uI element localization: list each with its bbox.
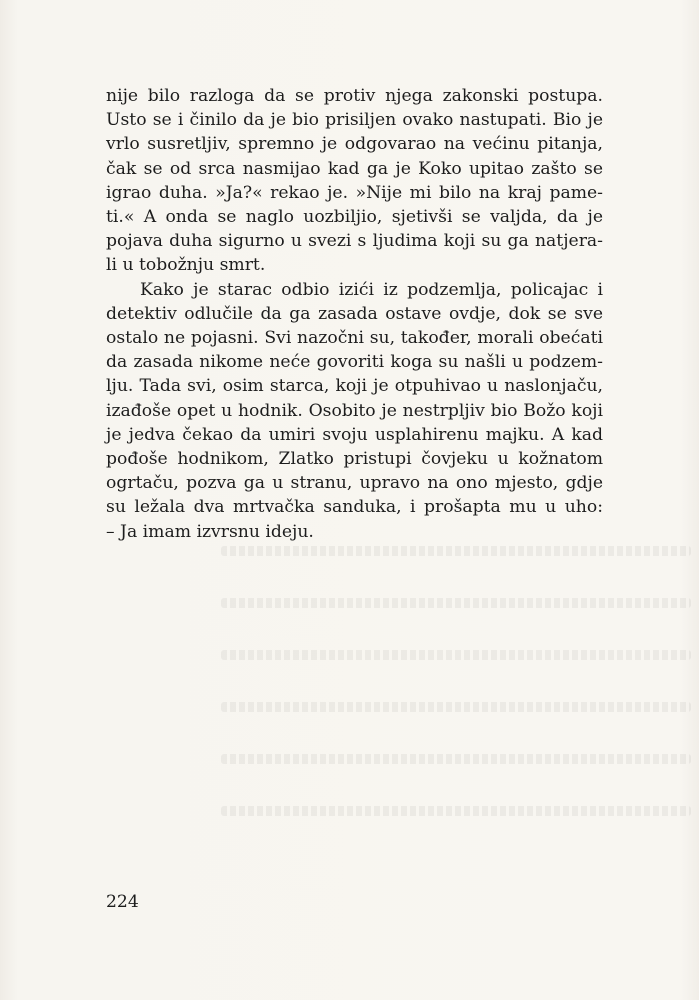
- body-text: [106, 84, 603, 544]
- bleed-through: [221, 702, 691, 712]
- text-line: igrao duha. »Ja?« rekao je. »Nije mi bilo na kraj pame-: [106, 182, 603, 203]
- text-line: su ležala dva mrtvačka sanduka, i prošapta mu u uho:: [106, 497, 603, 518]
- text-line: Usto se i činilo da je bio prisiljen ovako nastupati. Bio je: [106, 110, 603, 131]
- text-line: je jedva čekao da umiri svoju usplahirenu majku. A kad: [106, 424, 603, 445]
- text-line: detektiv odlučile da ga zasada ostave ovdje, dok se sve: [106, 303, 603, 324]
- text-line: li u tobožnju smrt.: [106, 255, 266, 276]
- text-line: ostalo ne pojasni. Svi nazočni su, također, morali obećati: [106, 328, 603, 349]
- text-line: čak se od srca nasmijao kad ga je Koko upitao zašto se: [106, 158, 603, 179]
- bleed-through: [221, 546, 691, 556]
- text-line: Kako je starac odbio izići iz podzemlja, policajac i: [140, 279, 603, 300]
- text-line: izađoše opet u hodnik. Osobito je nestrpljiv bio Božo koji: [106, 400, 603, 421]
- bleed-through: [221, 598, 691, 608]
- text-line: nije bilo razloga da se protiv njega zakonski postupa.: [106, 86, 603, 106]
- bleed-through: [221, 650, 691, 660]
- text-line: pojava duha sigurno u svezi s ljudima koji su ga natjera-: [106, 231, 603, 252]
- paragraph-1: [106, 84, 603, 278]
- page-number: 224: [106, 892, 139, 912]
- paragraph-2: [106, 278, 603, 544]
- bleed-through: [221, 754, 691, 764]
- text-line: da zasada nikome neće govoriti koga su našli u podzem-: [106, 352, 603, 373]
- text-line: lju. Tada svi, osim starca, koji je otpuhivao u naslonjaču,: [106, 376, 603, 397]
- text-line: – Ja imam izvrsnu ideju.: [106, 521, 314, 542]
- bleed-through: [221, 806, 691, 816]
- text-line: ti.« A onda se naglo uozbiljio, sjetivši se valjda, da je: [106, 207, 603, 228]
- text-line: ogrtaču, pozva ga u stranu, upravo na ono mjesto, gdje: [106, 473, 603, 494]
- text-line: vrlo susretljiv, spremno je odgovarao na većinu pitanja,: [106, 134, 603, 155]
- text-line: pođoše hodnikom, Zlatko pristupi čovjeku u kožnatom: [106, 449, 603, 470]
